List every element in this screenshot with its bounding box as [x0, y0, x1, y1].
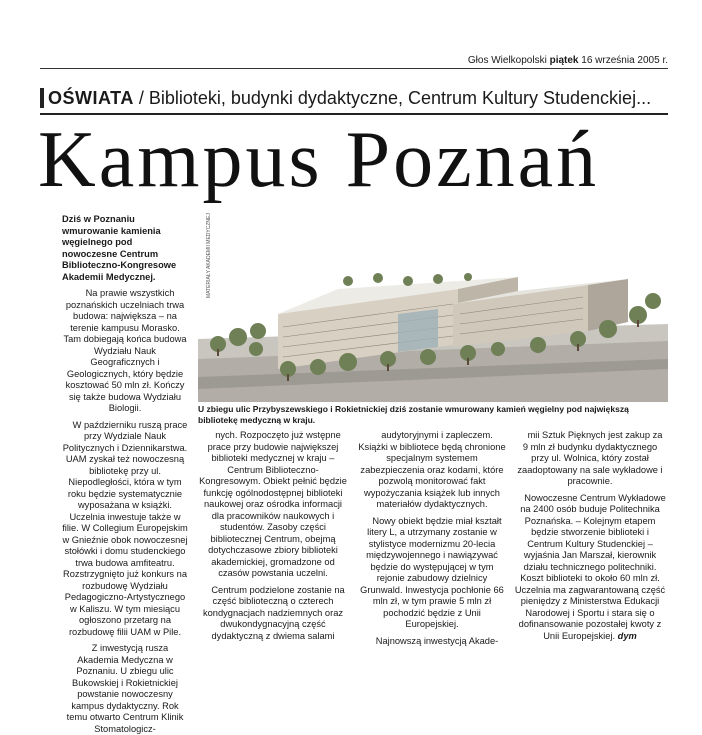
issue-date: 16 września 2005 r. [581, 55, 668, 66]
photo-caption: U zbiegu ulic Przybyszewskiego i Rokietnickiej dziś zostanie wmurowany kamień węgielny pod największą bibliotekę medyczną w kraju. [198, 404, 629, 425]
section-topics: / Biblioteki, budynki dydaktyczne, Centrum Kultury Studenckiej... [133, 88, 652, 108]
col3-paragraph-2: Nowy obiekt będzie miał kształt litery L, a utrzymany zostanie w stylistyce modernizmu 20-lecia międzywojennego i nawiązywać będzie do występującej w tym rejonie zabudowy dzielnicy Grunwald. Inwestycja pochłonie 66 mln zł, w tym prawie 5 mln zł pochodzić będzie z Unii Europejskiej. [360, 515, 504, 629]
col1-paragraph-1: Na prawie wszystkich poznańskich uczelniach trwa budowa: największa – na terenie kampusu Morasko. Tam dobiegają końca budowa Wydziału Nauk Geograficznych i Geologicznych, który będzie kosztować 50 mln zł. Kończy się także budowa Wydziału Biologii. [63, 288, 187, 413]
column-3 [358, 430, 506, 700]
section-rubric [40, 88, 668, 115]
column-4 [514, 430, 666, 700]
column-2 [198, 430, 348, 700]
building-rendering [198, 219, 668, 402]
article-title: Kampus Poznań [38, 116, 600, 204]
col4-paragraph-2-text: Nowoczesne Centrum Wykładowe na 2400 osób buduje Politechnika Poznańska. – Kolejnym etapem będzie stworzenie biblioteki i Centrum Kultury Studenckiej – wyjaśnia Jan Marszał, kierownik działu technicznego politechniki. Koszt biblioteki to około 60 mln zł. Uczelnia ma zagwarantowaną część pieniędzy z Ministerstwa Edukacji Narodowej i Sportu i stara się o dofinansowanie pozostałej kwoty z Unii Europejskiej. [514, 492, 666, 641]
col3-paragraph-1: audytoryjnymi i zapleczem. Książki w bibliotece będą chronione specjalnym systemem zabezpieczenia oraz kodami, które pozwolą monitorować fakt wypożyczania książek lub innych materiałów dydaktycznych. [358, 430, 506, 509]
building-illustration [198, 219, 668, 402]
glass-entrance [398, 309, 438, 352]
col4-paragraph-2 [514, 493, 666, 643]
weekday: piątek [549, 55, 579, 66]
col2-paragraph-2: Centrum podzielone zostanie na część biblioteczną o czterech kondygnacjach nadziemnych oraz dwukondygnacyjną część dydaktyczną z dwiema salami [202, 584, 345, 641]
article-lead: Dziś w Poznaniu wmurowanie kamienia węgielnego pod nowoczesne Centrum Biblioteczno-Kongresowe Akademii Medycznej. [62, 214, 177, 282]
photo-credit: MATERIAŁY AKADEMII MEDYCZNEJ [206, 213, 212, 298]
author-signature: dym [617, 630, 637, 641]
page-header [40, 55, 668, 69]
section-tag: OŚWIATA [40, 88, 134, 108]
column-1 [62, 214, 188, 734]
col3-paragraph-3: Najnowszą inwestycją Akade- [375, 635, 499, 646]
col2-paragraph-1: nych. Rozpoczęto już wstępne prace przy budowie największej biblioteki medycznej w kraju – Centrum Biblioteczno-Kongresowym. Obiekt pełnić będzie funkcję ogólnodostępnej biblioteki naukowej oraz ośrodka informacji dla pracowników naukowych i studentów. Zasoby części bibliotecznej Centrum, obejmą dotychczasowe zbiory biblioteki akademickiej, gromadzone od czasów powstania uczelni. [199, 430, 347, 578]
col4-paragraph-1: mii Sztuk Pięknych jest zakup za 9 mln zł budynku dydaktycznego przy ul. Wolnica, który został zaadoptowany na sale wykładowe i pracownie. [517, 430, 663, 486]
col1-paragraph-2: W październiku ruszą prace przy Wydziale Nauk Politycznych i Dziennikarstwa. UAM zyskał też nowoczesną bibliotekę przy ul. Niepodległości, która w tym roku będzie systematycznie wyposażana w książki. Uczelnia inwestuje także w filie. W Collegium Europejskim w Gnieźnie obok nowoczesnej stołówki i domu studenckiego trwa budowa amfiteatru. Rozstrzygnięto już konkurs na rozbudowę Wydziału Pedagogiczno-Artystycznego w Kaliszu. W tym miesiącu ogłoszono przetarg na rozbudowę filii UAM w Pile. [62, 419, 188, 637]
newspaper-name: Głos Wielkopolski [467, 55, 547, 66]
col1-paragraph-3: Z inwestycją rusza Akademia Medyczna w Poznaniu. U zbiegu ulic Bukowskiej i Rokietnickiej powstanie nowoczesny kampus dydaktyczny. Rok temu otwarto Centrum Klinik Stomatologicz- [66, 643, 184, 734]
